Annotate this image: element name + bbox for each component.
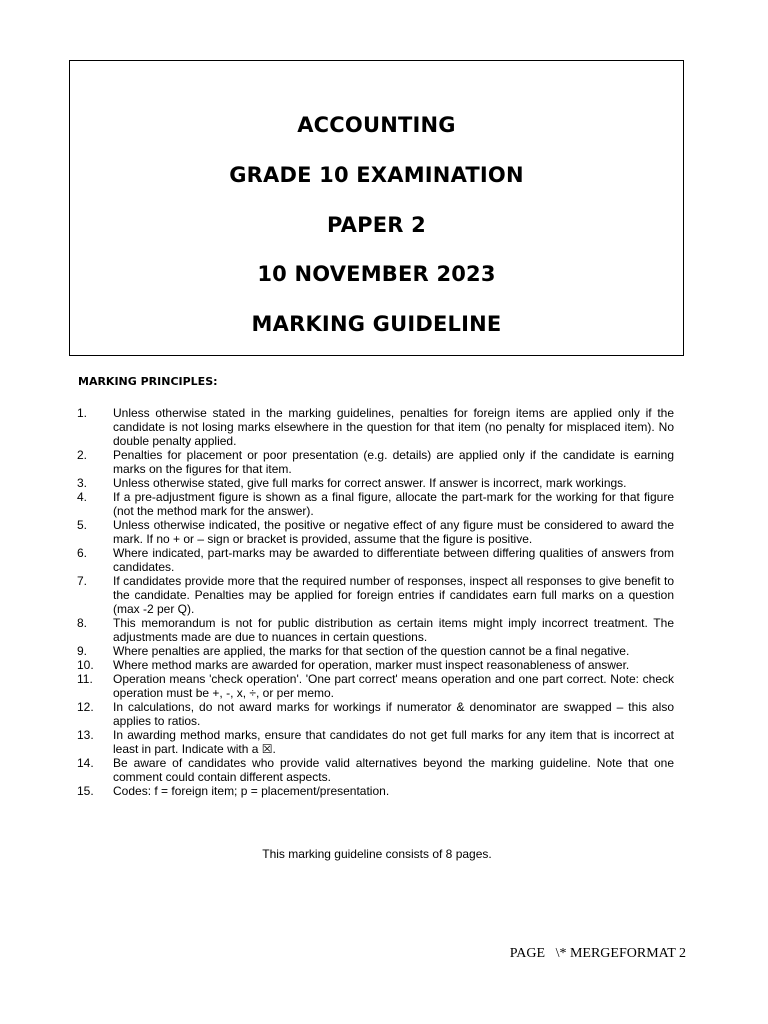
principle-item bbox=[77, 476, 674, 490]
principle-item bbox=[77, 616, 674, 644]
principle-number: 10. bbox=[77, 658, 94, 672]
principle-text: Where indicated, part-marks may be awarded to differentiate between differing qualities of answers from candidates. bbox=[113, 546, 674, 574]
principle-number: 2. bbox=[77, 448, 88, 462]
principle-item bbox=[77, 448, 674, 476]
principle-item bbox=[77, 784, 674, 798]
principle-text: Unless otherwise stated in the marking guidelines, penalties for foreign items are applied only if the candidate is not losing marks elsewhere in the question for that item (no penalty for misplaced item). No double penalty applied. bbox=[113, 406, 674, 448]
principle-number: 9. bbox=[77, 644, 88, 658]
principle-text: Penalties for placement or poor presentation (e.g. details) are applied only if the candidate is earning marks on the figures for that item. bbox=[113, 448, 674, 476]
principle-item bbox=[77, 672, 674, 700]
principle-item bbox=[77, 574, 674, 616]
principle-item bbox=[77, 406, 674, 448]
principles-list bbox=[77, 406, 674, 798]
principle-text: In awarding method marks, ensure that candidates do not get full marks for any item that is incorrect at least in part. Indicate with a ☒. bbox=[113, 728, 674, 756]
principle-item bbox=[77, 728, 674, 756]
principle-text: Operation means 'check operation'. 'One part correct' means operation and one part correct. Note: check operation must be +, -, x, ÷, or per memo. bbox=[113, 672, 674, 700]
principle-number: 3. bbox=[77, 476, 88, 490]
principle-number: 15. bbox=[77, 784, 94, 798]
principle-number: 1. bbox=[77, 406, 88, 420]
principle-number: 6. bbox=[77, 546, 88, 560]
principle-item bbox=[77, 644, 674, 658]
principle-number: 5. bbox=[77, 518, 88, 532]
principle-text: If a pre-adjustment figure is shown as a final figure, allocate the part-mark for the working for that figure (not the method mark for the answer). bbox=[113, 490, 674, 518]
exam-title: GRADE 10 EXAMINATION bbox=[229, 163, 524, 187]
principle-text: If candidates provide more that the required number of responses, inspect all responses to give benefit to the candidate. Penalties may be applied for foreign entries if candidates earn full marks on a question (max -2 per Q). bbox=[113, 574, 674, 616]
principle-text: Be aware of candidates who provide valid alternatives beyond the marking guideline. Note that one comment could contain different aspects. bbox=[113, 756, 674, 784]
principle-text: Codes: f = foreign item; p = placement/presentation. bbox=[113, 784, 390, 798]
principle-text: Unless otherwise indicated, the positive or negative effect of any figure must be considered to award the mark. If no + or – sign or bracket is provided, assume that the figure is positive. bbox=[113, 518, 674, 546]
principle-number: 11. bbox=[77, 672, 93, 686]
principle-item bbox=[77, 700, 674, 728]
principle-number: 4. bbox=[77, 490, 88, 504]
principle-text: Unless otherwise stated, give full marks for correct answer. If answer is incorrect, mark workings. bbox=[113, 476, 627, 490]
principle-number: 12. bbox=[77, 700, 94, 714]
subject-title: ACCOUNTING bbox=[297, 113, 456, 137]
exam-date: 10 NOVEMBER 2023 bbox=[257, 262, 496, 286]
principle-number: 7. bbox=[77, 574, 88, 588]
principle-text: Where method marks are awarded for operation, marker must inspect reasonableness of answer. bbox=[113, 658, 630, 672]
principle-number: 13. bbox=[77, 728, 94, 742]
principle-text: Where penalties are applied, the marks for that section of the question cannot be a final negative. bbox=[113, 644, 630, 658]
principles-heading: MARKING PRINCIPLES: bbox=[78, 375, 218, 388]
principle-item bbox=[77, 658, 674, 672]
principle-item bbox=[77, 756, 674, 784]
principle-text: This memorandum is not for public distribution as certain items might imply incorrect treatment. The adjustments made are due to nuances in certain questions. bbox=[113, 616, 674, 644]
principle-item bbox=[77, 546, 674, 574]
page-number-field: PAGE \* MERGEFORMAT 2 bbox=[509, 946, 686, 961]
principle-item bbox=[77, 490, 674, 518]
principle-item bbox=[77, 518, 674, 546]
principle-number: 8. bbox=[77, 616, 88, 630]
page-count-note: This marking guideline consists of 8 pages. bbox=[262, 847, 492, 861]
document-type: MARKING GUIDELINE bbox=[251, 312, 502, 336]
principle-text: In calculations, do not award marks for workings if numerator & denominator are swapped – this also applies to ratios. bbox=[113, 700, 674, 728]
paper-title: PAPER 2 bbox=[327, 213, 426, 237]
principle-number: 14. bbox=[77, 756, 94, 770]
title-box bbox=[69, 60, 684, 356]
